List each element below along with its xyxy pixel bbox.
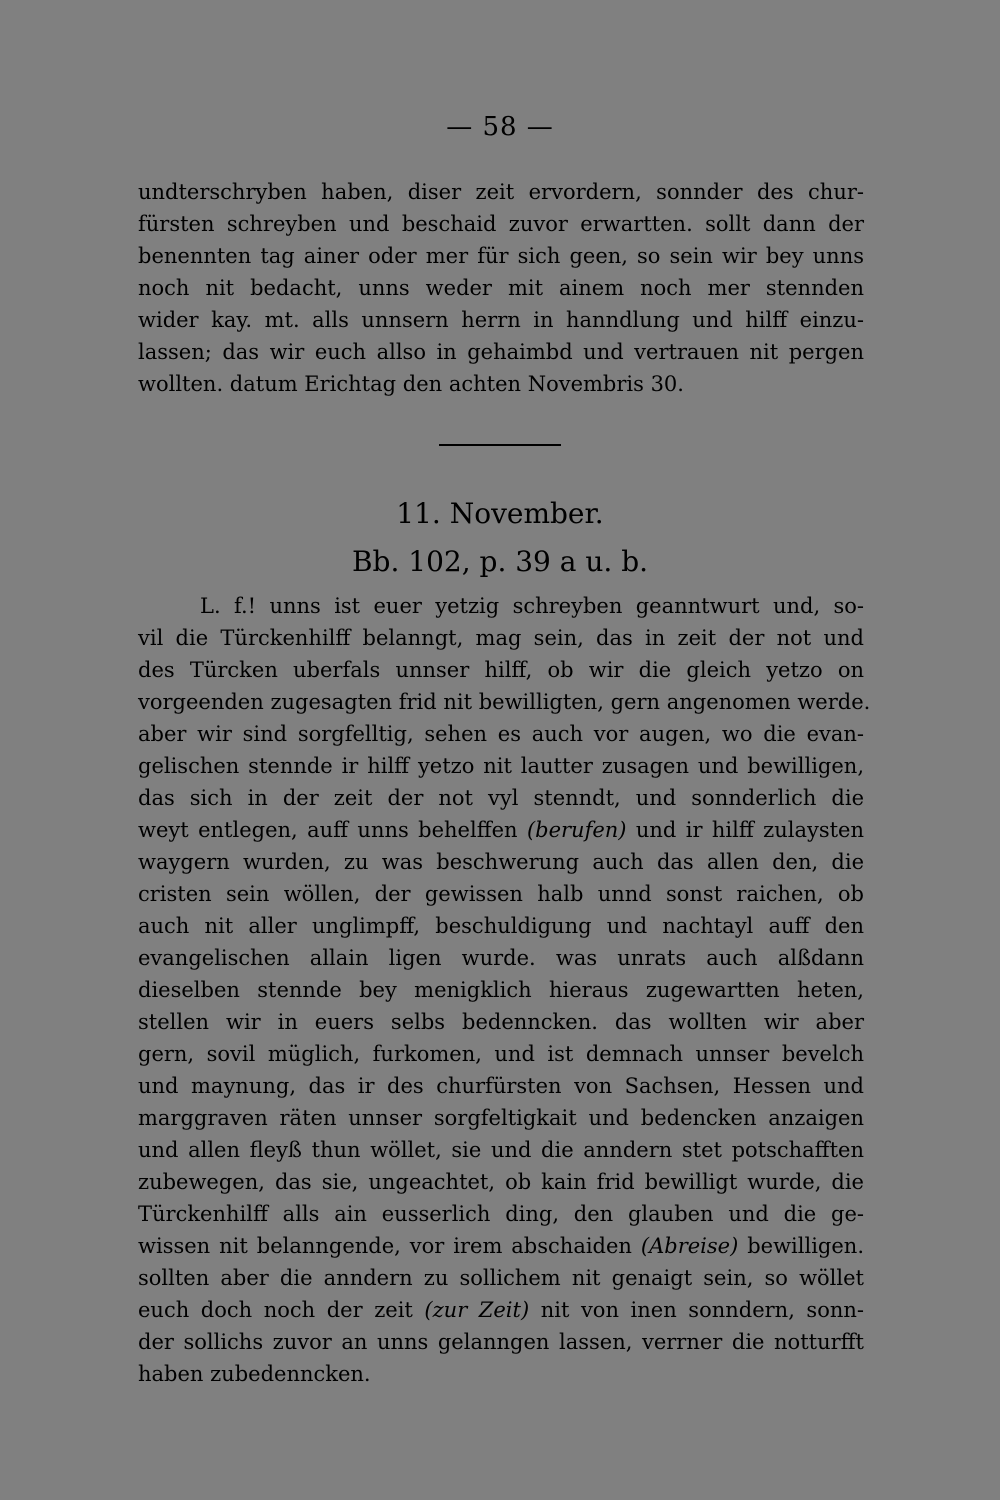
text-line [138,878,864,910]
text-line [138,910,864,942]
text-segment: und allen fleyß thun wöllet, sie und die anndern stet potschafften [138,1138,864,1162]
text-line: wollten. datum Erichtag den achten Novembris 30. [138,372,684,396]
text-segment: des Türcken uberfals unnser hilff, ob wir die gleich yetzo on [138,658,864,682]
paragraph-letter-body [138,590,871,1390]
paragraph-previous-letter [138,176,864,400]
text-segment: evangelischen allain ligen wurde. was unrats auch alßdann [138,946,864,970]
text-segment: stellen wir in euers selbs bedenncken. das wollten wir aber [138,1010,864,1034]
text-line [138,1198,864,1230]
text-segment: euch doch noch der zeit [138,1298,425,1322]
text-line: undterschryben haben, diser zeit ervordern, sonnder des chur- [138,180,864,204]
text-segment: gern, sovil müglich, furkomen, und ist demnach unnser bevelch [138,1042,864,1066]
text-line [138,622,864,654]
text-segment: vorgeenden zugesagten frid nit bewilligten, gern angenomen werde. [138,690,871,714]
text-line [138,846,864,878]
text-segment: L. f.! unns ist euer yetzig schreyben geanntwurt und, so- [200,594,864,618]
editorial-note: (berufen) [526,818,627,842]
text-line [138,782,864,814]
text-segment: haben zubedenncken. [138,1362,371,1386]
text-segment: gelischen stennde ir hilff yetzo nit lautter zusagen und bewilligen, [138,754,864,778]
text-line: lassen; das wir euch allso in gehaimbd und vertrauen nit pergen [138,340,864,364]
text-segment: auch nit aller unglimpff, beschuldigung und nachtayl auff den [138,914,864,938]
text-segment: waygern wurden, zu was beschwerung auch das allen den, die [138,850,864,874]
text-line [138,718,864,750]
text-line [138,942,864,974]
letter-date-heading: 11. November. [396,497,604,530]
text-line [138,1230,864,1262]
text-segment: cristen sein wöllen, der gewissen halb unnd sonst raichen, ob [138,882,864,906]
text-segment: der sollichs zuvor an unns gelanngen lassen, verrner die notturfft [138,1330,864,1354]
text-segment: und ir hilff zulaysten [626,818,865,842]
text-segment: zubewegen, das sie, ungeachtet, ob kain frid bewilligt wurde, die [138,1170,864,1194]
text-line [138,750,864,782]
text-line [138,686,871,718]
text-segment: Türckenhilff alls ain eusserlich ding, den glauben und die ge- [138,1202,864,1226]
text-segment: vil die Türckenhilff belanngt, mag sein, das in zeit der not und [138,626,864,650]
text-segment: weyt entlegen, auff unns behelffen [138,818,527,842]
text-segment: wissen nit belanngende, vor irem abschaiden [138,1234,641,1258]
text-segment: bewilligen. [738,1234,864,1258]
section-divider [439,444,561,446]
text-segment: nit von inen sonndern, sonn- [529,1298,864,1322]
text-line [138,1102,864,1134]
text-line [138,1070,864,1102]
text-segment: und maynung, das ir des churfürsten von Sachsen, Hessen und [138,1074,864,1098]
text-line [138,1038,864,1070]
page-number: — 58 — [446,112,554,142]
text-line: wider kay. mt. alls unnsern herrn in hanndlung und hilff einzu- [138,308,864,332]
text-line [138,654,864,686]
text-line [138,590,864,622]
text-line [138,1326,864,1358]
text-line [138,1134,864,1166]
editorial-note: (Abreise) [640,1234,739,1258]
text-line [138,1262,864,1294]
text-line: noch nit bedacht, unns weder mit ainem noch mer stennden [138,276,864,300]
text-line [138,974,864,1006]
archive-reference-heading: Bb. 102, p. 39 a u. b. [351,545,649,578]
text-segment: das sich in der zeit der not vyl stenndt, und sonnderlich die [138,786,864,810]
text-line [138,1358,864,1390]
editorial-note: (zur Zeit) [424,1298,530,1322]
text-segment: sollten aber die anndern zu sollichem nit genaigt sein, so wöllet [138,1266,864,1290]
text-line: benennten tag ainer oder mer für sich geen, so sein wir bey unns [138,244,864,268]
text-line: fürsten schreyben und beschaid zuvor erwartten. sollt dann der [138,212,864,236]
text-segment: marggraven räten unnser sorgfeltigkait und bedencken anzaigen [138,1106,864,1130]
text-segment: dieselben stennde bey menigklich hieraus zugewartten heten, [138,978,864,1002]
text-line [138,1006,864,1038]
text-segment: aber wir sind sorgfelltig, sehen es auch vor augen, wo die evan- [138,722,864,746]
text-line [138,1294,864,1326]
text-line [138,814,864,846]
text-line [138,1166,864,1198]
